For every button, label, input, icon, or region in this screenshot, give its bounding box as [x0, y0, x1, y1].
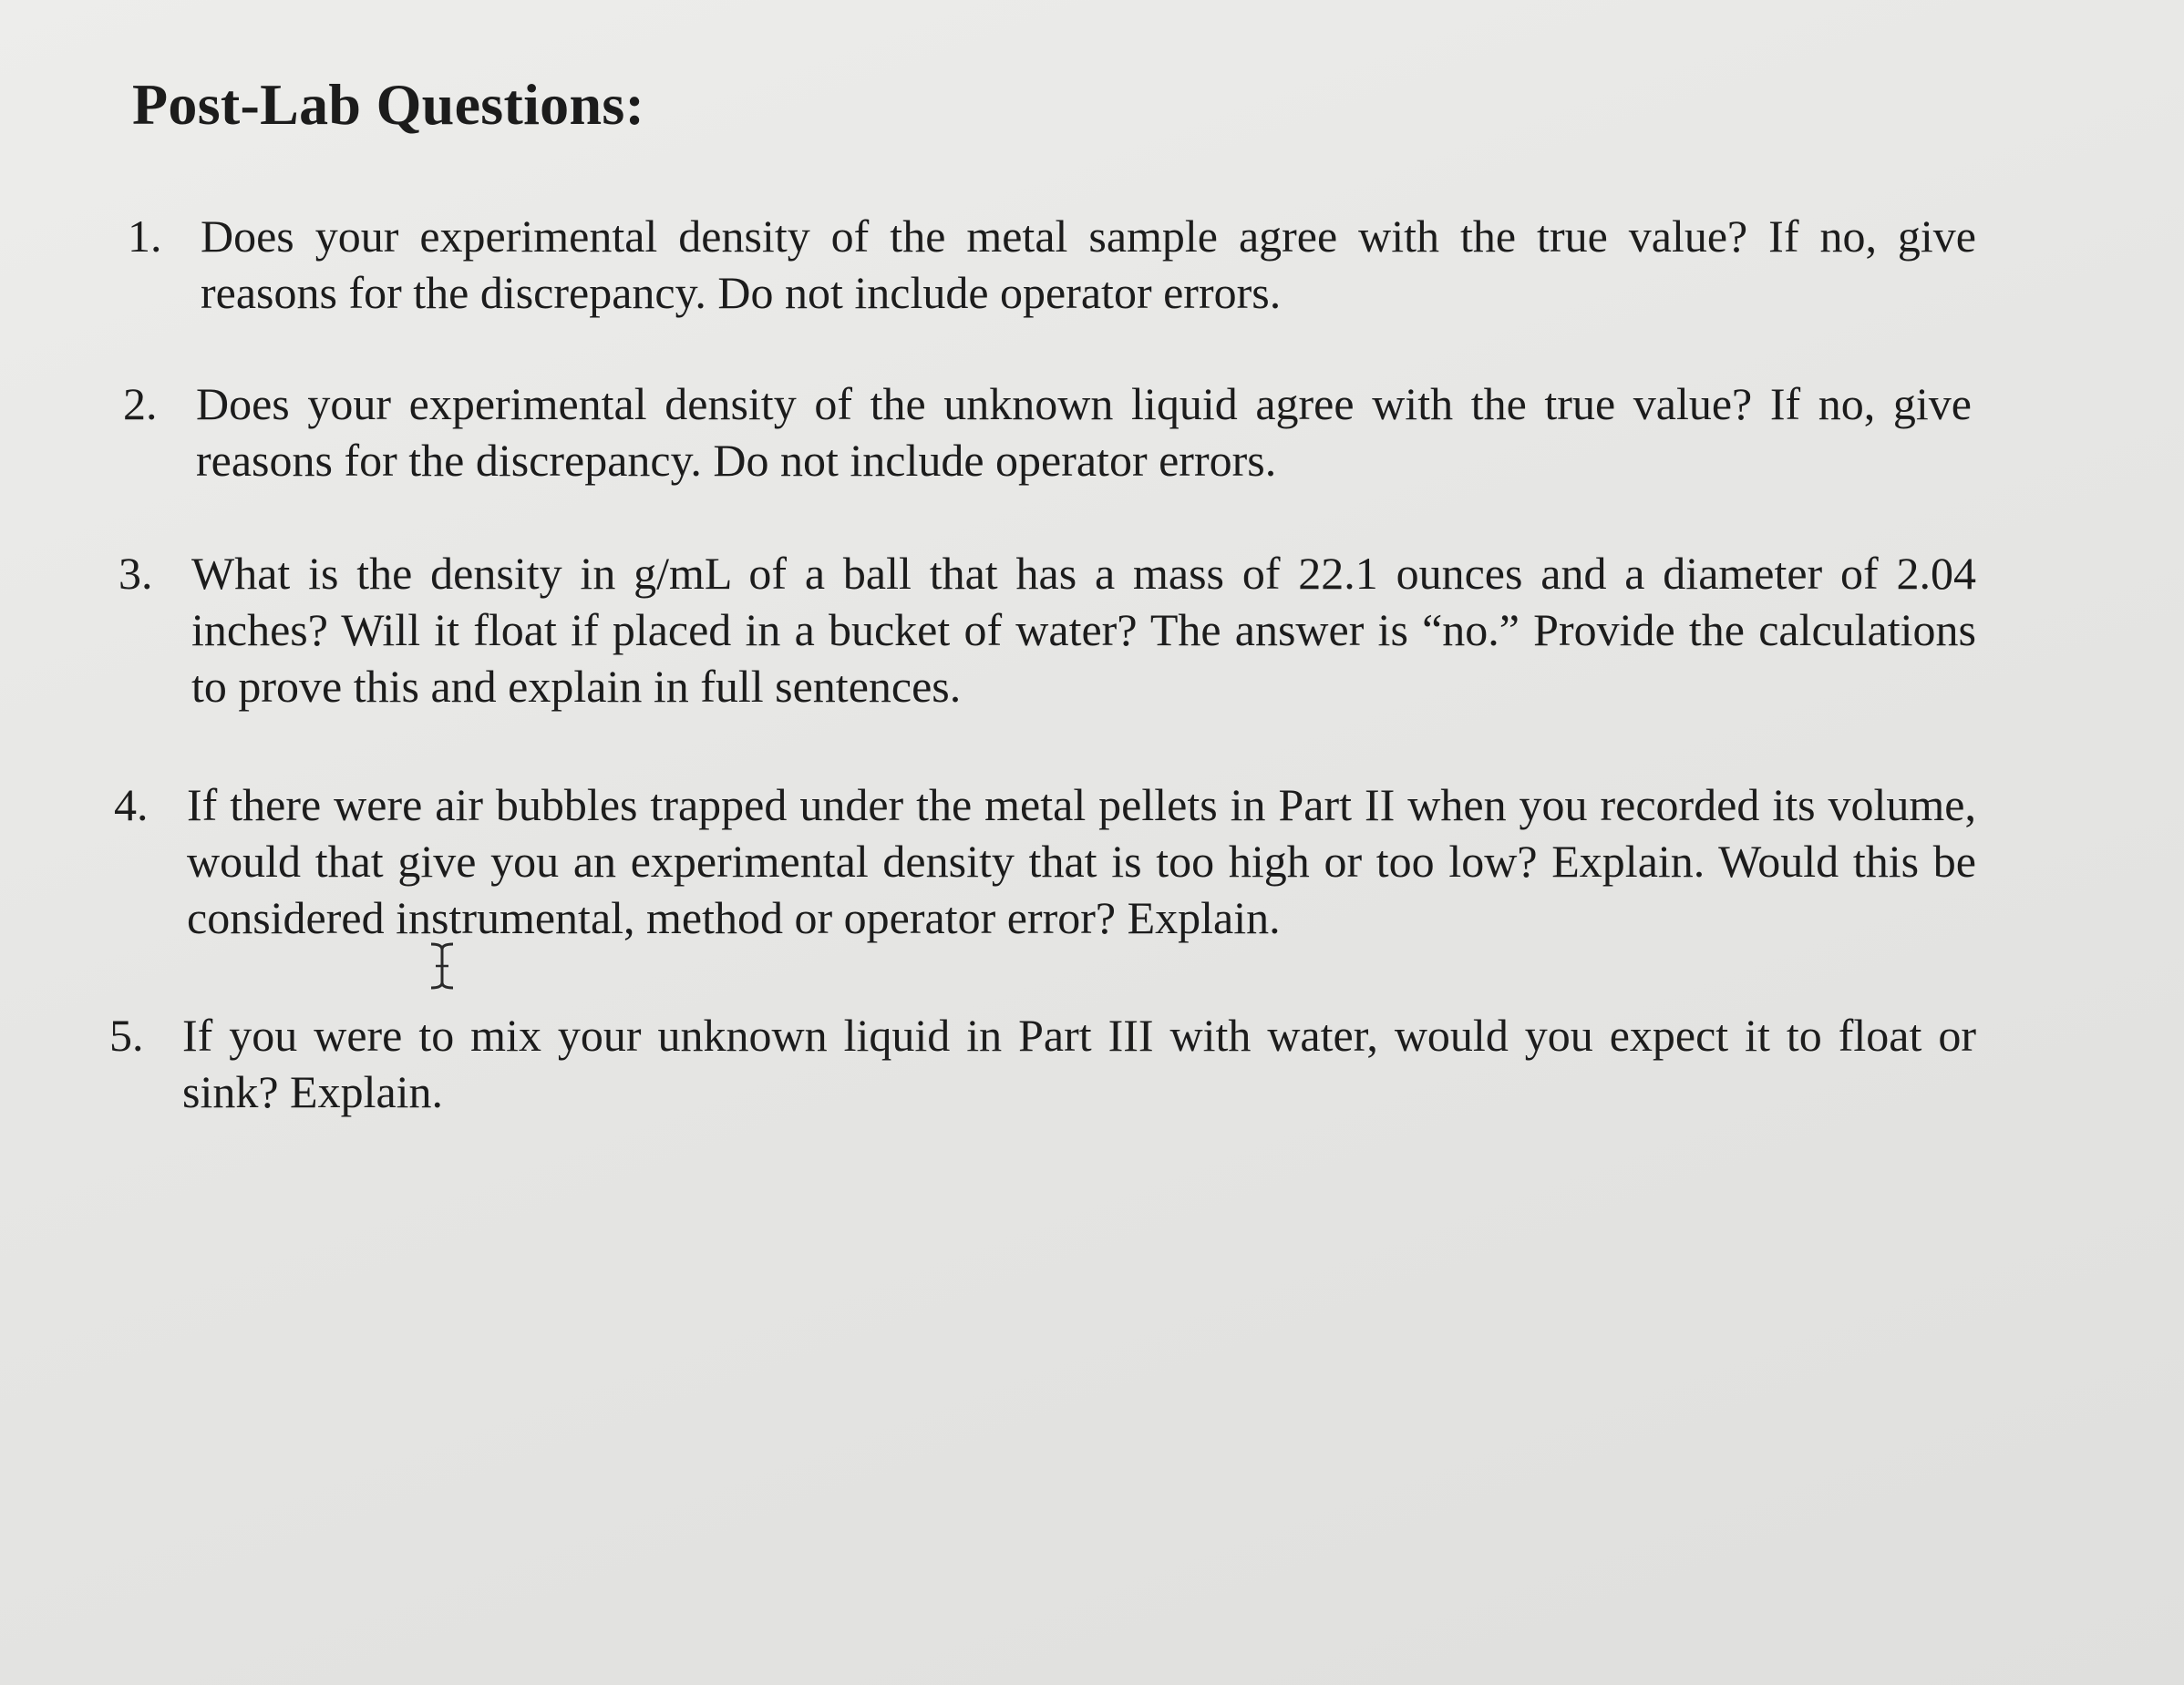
question-number: 4. [114, 779, 149, 830]
question-text: What is the density in g/mL of a ball that has a mass of 22.1 ounces and a diameter of 2.04 inches? Will it float if placed in a bucket of water? The answer is “no.” Provide the calculations to prove this and explain in full sentences. [191, 548, 1976, 712]
page-title: Post-Lab Questions: [132, 72, 645, 137]
question-text: If you were to mix your unknown liquid in Part III with water, would you expect it to float or sink? Explain. [182, 1010, 1976, 1117]
question-item [114, 776, 1976, 946]
question-text: If there were air bubbles trapped under the metal pellets in Part II when you recorded its volume, would that give you an experimental density that is too high or too low? Explain. Would this be considered instrumental, method or operator error? Explain. [187, 779, 1976, 943]
question-number: 5. [109, 1010, 144, 1061]
question-item [123, 375, 1972, 488]
question-item [109, 1007, 1976, 1120]
question-number: 1. [128, 211, 162, 262]
question-text: Does your experimental density of the unknown liquid agree with the true value? If no, give reasons for the discrepancy. Do not include operator errors. [196, 378, 1972, 486]
question-number: 3. [118, 548, 153, 599]
question-text: Does your experimental density of the metal sample agree with the true value? If no, give reasons for the discrepancy. Do not include operator errors. [201, 211, 1976, 318]
question-item [128, 208, 1976, 321]
question-item [118, 545, 1976, 714]
question-number: 2. [123, 378, 158, 429]
text-cursor-icon [424, 940, 460, 991]
